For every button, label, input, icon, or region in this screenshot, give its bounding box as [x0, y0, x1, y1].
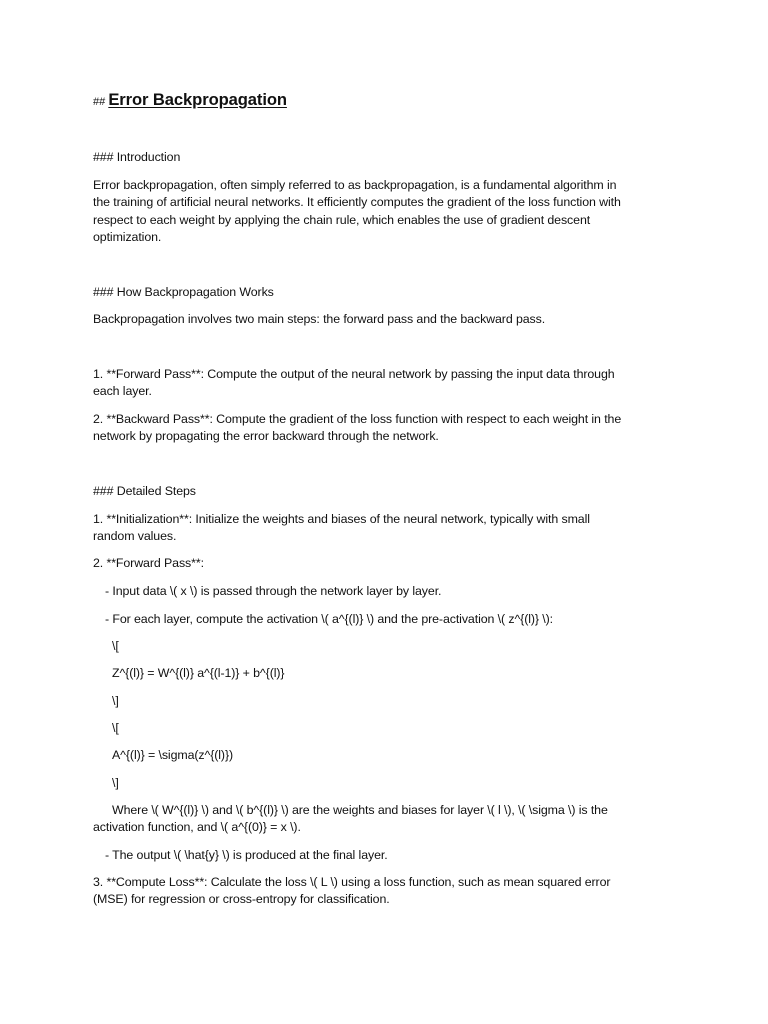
title-markdown-marker: ## — [93, 96, 106, 108]
output-bullet: - The output \( \hat{y} \) is produced at the final layer. — [105, 848, 388, 862]
activation-bullet: - For each layer, compute the activation \( a^{(l)} \) and the pre-activation \( z^{(l)} \): — [105, 612, 554, 626]
intro-paragraph-line: respect to each weight by applying the chain rule, which enables the use of gradient descent — [93, 213, 591, 227]
activation-equation: A^{(l)} = \sigma(z^{(l)}) — [112, 748, 234, 762]
where-explanation-line: activation function, and \( a^{(0)} = x \). — [93, 820, 301, 834]
equation-open-delimiter: \[ — [112, 721, 119, 735]
intro-paragraph-line: Error backpropagation, often simply referred to as backpropagation, is a fundamental algorithm in — [93, 178, 617, 192]
intro-paragraph-line: the training of artificial neural networks. It efficiently computes the gradient of the loss function with — [93, 195, 621, 209]
compute-loss-step-line: (MSE) for regression or cross-entropy for classification. — [93, 892, 390, 906]
forward-pass-detail-heading: 2. **Forward Pass**: — [93, 556, 204, 570]
section-heading-how-backpropagation-works: ### How Backpropagation Works — [93, 285, 274, 299]
equation-close-delimiter: \] — [112, 776, 119, 790]
initialization-step-line: 1. **Initialization**: Initialize the weights and biases of the neural network, typically with small — [93, 512, 590, 526]
equation-close-delimiter: \] — [112, 694, 119, 708]
forward-pass-step-line: 1. **Forward Pass**: Compute the output of the neural network by passing the input data through — [93, 367, 615, 381]
pre-activation-equation: Z^{(l)} = W^{(l)} a^{(l-1)} + b^{(l)} — [112, 666, 285, 680]
equation-open-delimiter: \[ — [112, 639, 119, 653]
backward-pass-step-line: network by propagating the error backward through the network. — [93, 429, 439, 443]
document-title — [93, 88, 287, 114]
title-text: Error Backpropagation — [108, 90, 287, 109]
section-heading-detailed-steps: ### Detailed Steps — [93, 484, 196, 498]
backward-pass-step-line: 2. **Backward Pass**: Compute the gradient of the loss function with respect to each weight in the — [93, 412, 622, 426]
input-data-bullet: - Input data \( x \) is passed through the network layer by layer. — [105, 584, 442, 598]
intro-paragraph-line: optimization. — [93, 230, 162, 244]
forward-pass-step-line: each layer. — [93, 384, 152, 398]
where-explanation-line: Where \( W^{(l)} \) and \( b^{(l)} \) are the weights and biases for layer \( l \), \( \sigma \) is the — [112, 803, 608, 817]
section-heading-introduction: ### Introduction — [93, 150, 181, 164]
initialization-step-line: random values. — [93, 529, 177, 543]
how-summary-paragraph: Backpropagation involves two main steps: the forward pass and the backward pass. — [93, 312, 546, 326]
compute-loss-step-line: 3. **Compute Loss**: Calculate the loss \( L \) using a loss function, such as mean squared error — [93, 875, 611, 889]
